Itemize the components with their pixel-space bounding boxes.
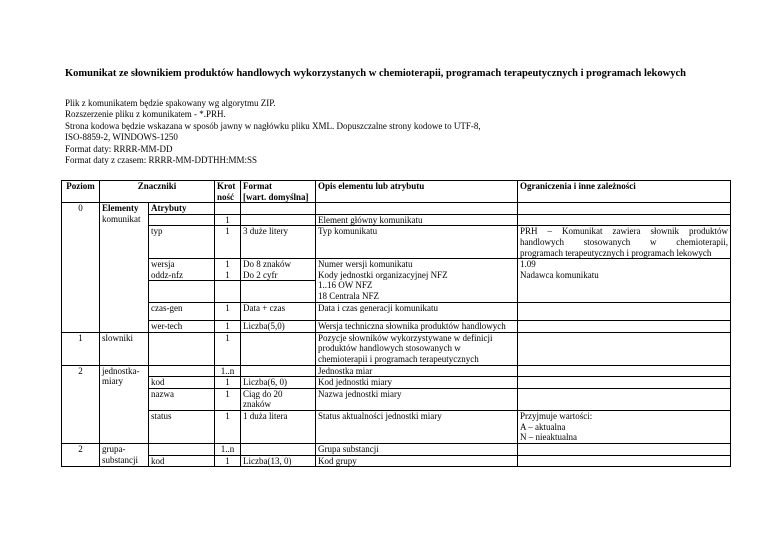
table-row: kod 1 Liczba(6, 0) Kod jednostki miary — [62, 377, 731, 389]
cell-element: Elementy komunikat — [100, 203, 149, 332]
intro-paragraph — [65, 98, 705, 166]
table-row: 1 Element główny komunikatu — [62, 214, 731, 226]
header-znaczniki: Znaczniki — [100, 181, 215, 203]
cell-ograniczenia: PRH – Komunikat zawiera słownik produktów handlowych stosowanych w chemioterapii, programach terapeutycznych i programach lekowych — [518, 226, 731, 259]
subheader-elementy: Elementy — [102, 203, 139, 214]
header-krotnosc: Krot ność — [215, 181, 241, 203]
intro-line: Format daty: RRRR-MM-DD — [65, 143, 173, 154]
header-poziom: Poziom — [62, 181, 100, 203]
table-row: 2 jednostka- miary 1..n Jednostka miar — [62, 365, 731, 377]
cell-poziom: 0 — [62, 203, 100, 332]
table-row: wer-tech 1 Liczba(5,0) Wersja techniczna słownika produktów handlowych — [62, 320, 731, 332]
table-row: status 1 1 duża litera Status aktualności jednostki miary Przyjmuje wartości: A – aktualna N – nieaktualna — [62, 410, 731, 443]
spec-table — [61, 180, 731, 467]
intro-line: Plik z komunikatem będzie spakowany wg algorytmu ZIP. — [65, 98, 276, 108]
table-row: wersja oddz-nfz 1 1 Do 8 znaków Do 2 cyfr Numer wersji komunikatu Kody jednostki organizacyjnej NFZ 1..16 OW NFZ 18 Centrala NFZ 1.09 Nadawca komunikatu — [62, 259, 731, 281]
intro-line: Rozszerzenie pliku z komunikatem - *.PRH. — [65, 109, 226, 120]
table-row: typ 1 3 duże litery Typ komunikatu PRH – Komunikat zawiera słownik produktów handlowych stosowanych w chemioterapii, programach terapeutycznych i programach lekowych — [62, 226, 731, 259]
intro-line: Strona kodowa będzie wskazana w sposób jawny w nagłówku pliku XML. Dopuszczalne strony kodowe to UTF-8, — [65, 120, 481, 131]
table-row — [62, 203, 731, 215]
document-title: Komunikat ze słownikiem produktów handlowych wykorzystanych w chemioterapii, programach terapeutycznych i programach lekowych — [65, 68, 686, 79]
header-ograniczenia: Ograniczenia i inne zależności — [518, 181, 731, 203]
table-row: nazwa 1 Ciąg do 20 znaków Nazwa jednostki miary — [62, 388, 731, 410]
table-row: 1 slowniki 1 Pozycje słowników wykorzystywane w definicji produktów handlowych stosowanych w chemioterapii i programach terapeutycznych — [62, 332, 731, 365]
table-row: 2 grupa- substancji 1..n Grupa substancji — [62, 443, 731, 455]
table-row: czas-gen 1 Data + czas Data i czas generacji komunikatu — [62, 302, 731, 320]
header-opis: Opis elementu lub atrybutu — [316, 181, 518, 203]
table-row: kod 1 Liczba(13, 0) Kod grupy — [62, 455, 731, 467]
intro-line: ISO-8859-2, WINDOWS-1250 — [65, 132, 178, 143]
header-format: Format [wart. domyślna] — [241, 181, 316, 203]
intro-line: Format daty z czasem: RRRR-MM-DDTHH:MM:SS — [65, 155, 257, 166]
subheader-atrybuty: Atrybuty — [149, 203, 215, 215]
